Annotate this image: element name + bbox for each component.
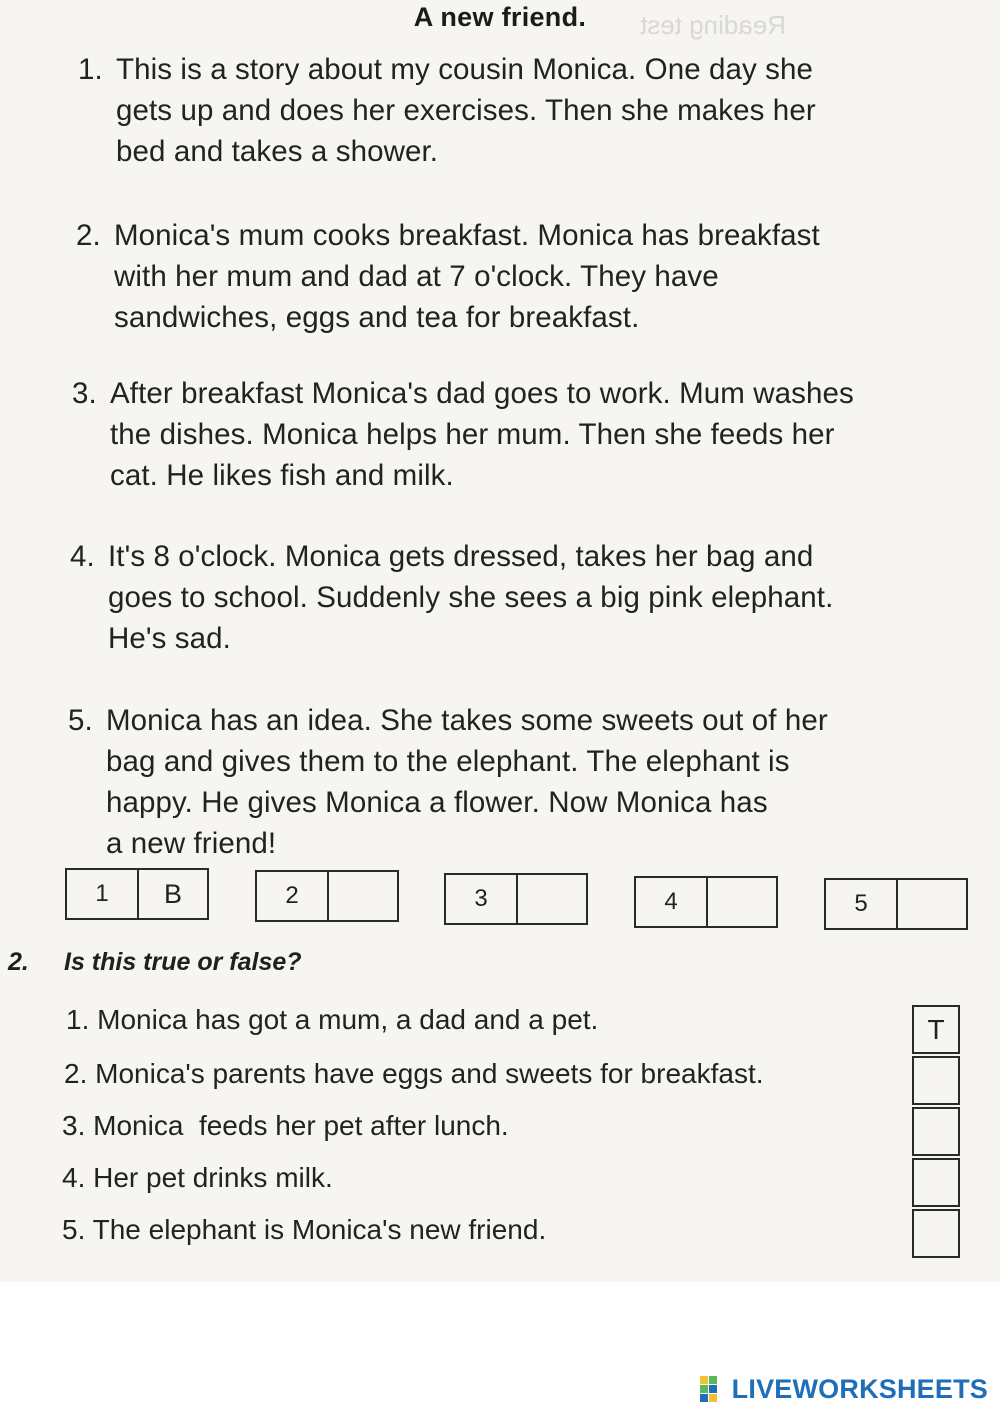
match-answer-field[interactable]: B (163, 879, 182, 909)
tf-answer-field-5[interactable] (912, 1209, 960, 1258)
paragraph-number: 5. (68, 704, 93, 737)
match-box-5 (824, 878, 968, 930)
worksheet-title: A new friend. (413, 2, 587, 32)
match-answer-field[interactable] (329, 872, 397, 920)
task2-number: 2. (8, 948, 29, 976)
match-box-3 (444, 873, 588, 925)
tf-statement-5: 5. The elephant is Monica's new friend. (62, 1214, 547, 1245)
tf-answer-field-3[interactable] (912, 1107, 960, 1156)
paragraph-line: the dishes. Monica helps her mum. Then she feeds her (110, 418, 835, 451)
match-box-2 (255, 870, 399, 922)
paragraph-line: bed and takes a shower. (116, 135, 439, 168)
paragraph-number: 4. (70, 540, 95, 573)
paragraph-number: 3. (72, 377, 97, 410)
match-box-number: 4 (664, 888, 678, 915)
tf-answer-field-1[interactable]: T (912, 1005, 960, 1054)
paragraph-line: goes to school. Suddenly she sees a big pink elephant. (108, 581, 834, 614)
paragraph-line: gets up and does her exercises. Then she makes her (116, 94, 816, 127)
match-answer-field[interactable] (518, 875, 586, 923)
tf-statement-4: 4. Her pet drinks milk. (62, 1162, 333, 1193)
paragraph-line: with her mum and dad at 7 o'clock. They have (114, 260, 719, 293)
paragraph-line: He's sad. (108, 622, 231, 655)
match-box-number: 1 (95, 880, 109, 907)
liveworksheets-brand-text: LIVEWORKSHEETS (731, 1373, 988, 1404)
tf-answer-field-4[interactable] (912, 1158, 960, 1207)
match-box-4 (634, 876, 778, 928)
match-box-number: 5 (854, 890, 868, 917)
paragraph-line: After breakfast Monica's dad goes to work. Mum washes (110, 377, 854, 410)
paragraph-line: happy. He gives Monica a flower. Now Monica has (106, 786, 768, 819)
paragraph-line: a new friend! (106, 827, 277, 860)
paragraph-line: Monica's mum cooks breakfast. Monica has breakfast (114, 219, 820, 252)
match-box-number: 2 (285, 882, 299, 909)
tf-answer-field-2[interactable] (912, 1056, 960, 1105)
match-answer-field[interactable] (708, 878, 776, 926)
task2-instruction: Is this true or false? (64, 948, 302, 976)
match-box-number: 3 (474, 885, 488, 912)
match-answer-field[interactable] (898, 880, 966, 928)
tf-statement-1: 1. Monica has got a mum, a dad and a pet. (66, 1004, 599, 1035)
paragraph-line: sandwiches, eggs and tea for breakfast. (114, 301, 640, 334)
liveworksheets-logo-icon (700, 1376, 726, 1402)
paragraph-number: 1. (78, 53, 103, 86)
liveworksheets-logo[interactable] (700, 1372, 988, 1406)
tf-statement-2: 2. Monica's parents have eggs and sweets for breakfast. (64, 1058, 764, 1089)
show-through-text: Reading test (640, 10, 786, 40)
paragraph-line: Monica has an idea. She takes some sweets out of her (106, 704, 828, 737)
paragraph-line: It's 8 o'clock. Monica gets dressed, takes her bag and (108, 540, 814, 573)
paragraph-line: cat. He likes fish and milk. (110, 459, 454, 492)
paragraph-number: 2. (76, 219, 101, 252)
paragraph-line: This is a story about my cousin Monica. One day she (116, 53, 814, 86)
paragraph-line: bag and gives them to the elephant. The elephant is (106, 745, 790, 778)
match-box-1 (65, 868, 209, 920)
tf-statement-3: 3. Monica feeds her pet after lunch. (62, 1110, 509, 1141)
